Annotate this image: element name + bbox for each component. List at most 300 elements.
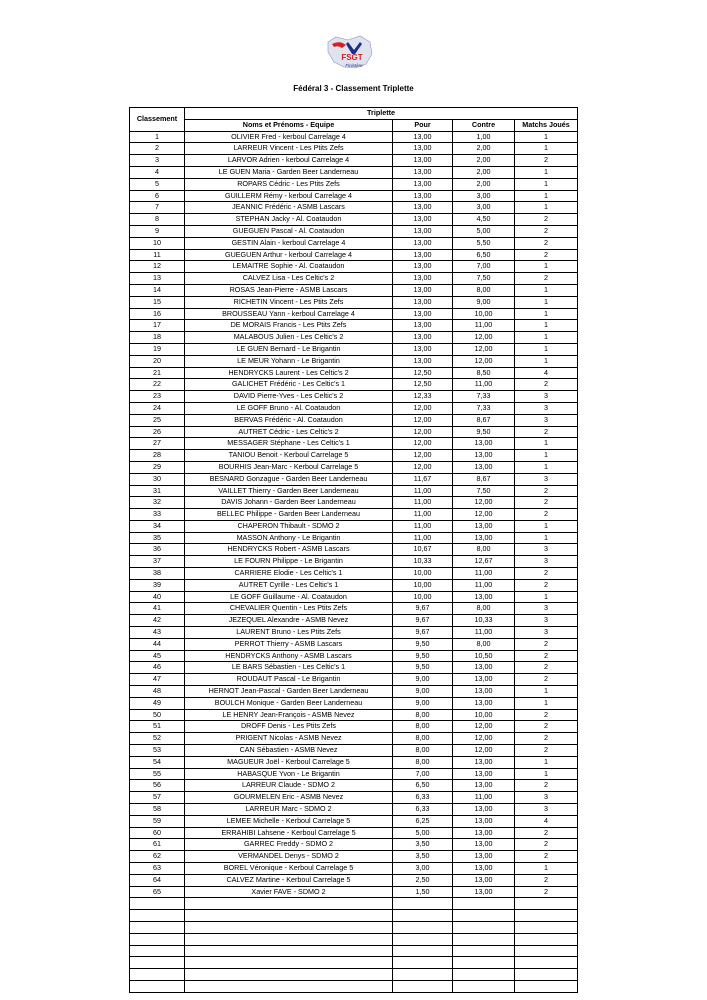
rank-cell: 36 [130,544,185,556]
contre-cell: 11,00 [453,579,515,591]
player-team-cell: HABASQUE Yvon - Le Brigantin [185,768,393,780]
player-team-cell: BOREL Véronique - Kerboul Carrelage 5 [185,863,393,875]
table-row [130,721,578,733]
empty-cell [393,933,453,945]
player-team-cell: MASSON Anthony - Le Brigantin [185,532,393,544]
table-row [130,674,578,686]
table-row [130,709,578,721]
contre-cell: 13,00 [453,815,515,827]
pour-cell: 12,50 [393,379,453,391]
pour-cell: 13,00 [393,178,453,190]
table-row [130,556,578,568]
table-row [130,284,578,296]
pour-cell: 12,00 [393,450,453,462]
table-row [130,143,578,155]
matchs-cell: 1 [515,190,578,202]
player-team-cell: PERROT Thierry - ASMB Lascars [185,638,393,650]
logo-subtext: Finistère [345,63,363,68]
empty-cell [130,945,185,957]
contre-cell: 2,00 [453,155,515,167]
matchs-cell: 2 [515,650,578,662]
player-team-cell: PRIGENT Nicolas - ASMB Nevez [185,733,393,745]
rank-cell: 31 [130,485,185,497]
player-team-cell: AUTRET Cyrille - Les Celtic's 1 [185,579,393,591]
empty-cell [393,980,453,992]
contre-cell: 10,00 [453,709,515,721]
matchs-cell: 2 [515,379,578,391]
pour-cell: 6,33 [393,792,453,804]
table-row [130,214,578,226]
contre-cell: 13,00 [453,686,515,698]
table-row [130,237,578,249]
pour-cell: 9,50 [393,638,453,650]
empty-cell [185,910,393,922]
empty-cell [130,957,185,969]
rank-cell: 54 [130,756,185,768]
contre-cell: 9,50 [453,426,515,438]
col-header-pour: Pour [393,119,453,131]
contre-cell: 8,67 [453,473,515,485]
rank-cell: 35 [130,532,185,544]
player-team-cell: DAVID Pierre-Yves - Les Celtic's 2 [185,391,393,403]
table-row [130,827,578,839]
empty-row [130,980,578,992]
pour-cell: 13,00 [393,131,453,143]
contre-cell: 12,00 [453,745,515,757]
matchs-cell: 1 [515,296,578,308]
rank-cell: 11 [130,249,185,261]
pour-cell: 5,00 [393,827,453,839]
table-row [130,638,578,650]
player-team-cell: LE HENRY Jean-François - ASMB Nevez [185,709,393,721]
player-team-cell: LAURENT Bruno - Les Ptits Zefs [185,627,393,639]
rank-cell: 52 [130,733,185,745]
pour-cell: 11,00 [393,509,453,521]
table-row [130,166,578,178]
table-row [130,532,578,544]
empty-cell [515,921,578,933]
empty-cell [185,980,393,992]
matchs-cell: 1 [515,863,578,875]
empty-cell [130,921,185,933]
player-team-cell: CALVEZ Martine - Kerboul Carrelage 5 [185,874,393,886]
table-row [130,190,578,202]
contre-cell: 2,00 [453,166,515,178]
pour-cell: 9,50 [393,650,453,662]
table-row [130,178,578,190]
player-team-cell: MALABOUS Julien - Les Celtic's 2 [185,332,393,344]
player-team-cell: DROFF Denis - Les Ptits Zefs [185,721,393,733]
pour-cell: 3,50 [393,851,453,863]
contre-cell: 10,50 [453,650,515,662]
rank-cell: 47 [130,674,185,686]
contre-cell: 12,00 [453,733,515,745]
table-row [130,509,578,521]
player-team-cell: HENDRYCKS Robert - ASMB Lascars [185,544,393,556]
table-row [130,461,578,473]
empty-cell [453,945,515,957]
player-team-cell: CARRIERE Elodie - Les Celtic's 1 [185,568,393,580]
ranking-table [129,107,578,993]
table-row [130,391,578,403]
pour-cell: 10,00 [393,579,453,591]
empty-row [130,957,578,969]
table-row [130,402,578,414]
matchs-cell: 2 [515,709,578,721]
player-team-cell: LE FOURN Philippe - Le Brigantin [185,556,393,568]
contre-cell: 12,00 [453,509,515,521]
contre-cell: 8,00 [453,638,515,650]
rank-cell: 37 [130,556,185,568]
player-team-cell: DE MORAIS Francis - Les Ptits Zefs [185,320,393,332]
rank-cell: 50 [130,709,185,721]
pour-cell: 11,67 [393,473,453,485]
empty-row [130,910,578,922]
rank-cell: 23 [130,391,185,403]
contre-cell: 13,00 [453,827,515,839]
rank-cell: 29 [130,461,185,473]
pour-cell: 13,00 [393,214,453,226]
empty-cell [393,945,453,957]
table-row [130,874,578,886]
player-team-cell: LE GUEN Bernard - Le Brigantin [185,343,393,355]
pour-cell: 11,00 [393,532,453,544]
player-team-cell: BELLEC Philippe - Garden Beer Landerneau [185,509,393,521]
pour-cell: 13,00 [393,249,453,261]
empty-cell [453,957,515,969]
player-team-cell: TANIOU Benoit - Kerboul Carrelage 5 [185,450,393,462]
pour-cell: 12,00 [393,426,453,438]
col-header-contre: Contre [453,119,515,131]
pour-cell: 13,00 [393,261,453,273]
table-row [130,591,578,603]
contre-cell: 13,00 [453,697,515,709]
player-team-cell: GOURMELEN Eric - ASMB Nevez [185,792,393,804]
pour-cell: 13,00 [393,343,453,355]
rank-cell: 18 [130,332,185,344]
contre-cell: 8,50 [453,367,515,379]
rank-cell: 22 [130,379,185,391]
rank-cell: 40 [130,591,185,603]
table-row [130,886,578,898]
player-team-cell: BROUSSEAU Yann - kerboul Carrelage 4 [185,308,393,320]
matchs-cell: 3 [515,402,578,414]
player-team-cell: AUTRET Cédric - Les Celtic's 2 [185,426,393,438]
contre-cell: 7,33 [453,391,515,403]
col-header-matchs: Matchs Joués [515,119,578,131]
rank-cell: 59 [130,815,185,827]
contre-cell: 13,00 [453,768,515,780]
rank-cell: 13 [130,273,185,285]
empty-cell [515,980,578,992]
contre-cell: 7,00 [453,261,515,273]
table-row [130,851,578,863]
table-row [130,367,578,379]
contre-cell: 7,50 [453,485,515,497]
matchs-cell: 2 [515,886,578,898]
matchs-cell: 2 [515,273,578,285]
empty-cell [185,957,393,969]
player-team-cell: BOULCH Monique - Garden Beer Landerneau [185,697,393,709]
empty-cell [393,921,453,933]
contre-cell: 13,00 [453,839,515,851]
rank-cell: 15 [130,296,185,308]
fsgt-logo [322,34,378,72]
matchs-cell: 2 [515,780,578,792]
pour-cell: 12,00 [393,402,453,414]
table-row [130,839,578,851]
empty-cell [393,898,453,910]
matchs-cell: 2 [515,851,578,863]
rank-cell: 64 [130,874,185,886]
player-team-cell: ROUDAUT Pascal - Le Brigantin [185,674,393,686]
table-row [130,804,578,816]
empty-cell [185,933,393,945]
player-team-cell: CAN Sébastien - ASMB Nevez [185,745,393,757]
player-team-cell: LARREUR Claude - SDMO 2 [185,780,393,792]
pour-cell: 13,00 [393,284,453,296]
col-header-name: Noms et Prénoms - Equipe [185,119,393,131]
pour-cell: 11,00 [393,520,453,532]
pour-cell: 13,00 [393,355,453,367]
empty-cell [130,980,185,992]
contre-cell: 12,00 [453,497,515,509]
table-row [130,568,578,580]
empty-cell [393,910,453,922]
pour-cell: 12,00 [393,461,453,473]
player-team-cell: BOURHIS Jean-Marc - Kerboul Carrelage 5 [185,461,393,473]
matchs-cell: 3 [515,792,578,804]
rank-cell: 33 [130,509,185,521]
contre-cell: 13,00 [453,780,515,792]
matchs-cell: 1 [515,320,578,332]
pour-cell: 13,00 [393,225,453,237]
rank-cell: 48 [130,686,185,698]
empty-cell [453,921,515,933]
matchs-cell: 1 [515,438,578,450]
empty-cell [515,933,578,945]
pour-cell: 13,00 [393,237,453,249]
matchs-cell: 1 [515,355,578,367]
pour-cell: 8,00 [393,745,453,757]
player-team-cell: ROPARS Cédric - Les Ptits Zefs [185,178,393,190]
table-row [130,261,578,273]
rank-cell: 45 [130,650,185,662]
pour-cell: 2,50 [393,874,453,886]
player-team-cell: BESNARD Gonzague - Garden Beer Landerneau [185,473,393,485]
pour-cell: 6,25 [393,815,453,827]
player-team-cell: LE GUEN Maria - Garden Beer Landerneau [185,166,393,178]
contre-cell: 11,00 [453,320,515,332]
matchs-cell: 2 [515,249,578,261]
empty-cell [185,969,393,981]
table-row [130,792,578,804]
matchs-cell: 1 [515,768,578,780]
matchs-cell: 2 [515,839,578,851]
contre-cell: 13,00 [453,804,515,816]
matchs-cell: 2 [515,497,578,509]
contre-cell: 5,00 [453,225,515,237]
contre-cell: 13,00 [453,461,515,473]
rank-cell: 38 [130,568,185,580]
empty-cell [515,957,578,969]
empty-row [130,933,578,945]
empty-cell [515,910,578,922]
pour-cell: 8,00 [393,756,453,768]
rank-cell: 25 [130,414,185,426]
matchs-cell: 1 [515,332,578,344]
table-row [130,863,578,875]
table-row [130,520,578,532]
pour-cell: 13,00 [393,308,453,320]
rank-cell: 61 [130,839,185,851]
matchs-cell: 2 [515,485,578,497]
player-team-cell: ERRAHIBI Lahsene - Kerboul Carrelage 5 [185,827,393,839]
pour-cell: 10,00 [393,568,453,580]
rank-cell: 32 [130,497,185,509]
matchs-cell: 1 [515,520,578,532]
rank-cell: 12 [130,261,185,273]
rank-cell: 53 [130,745,185,757]
contre-cell: 2,00 [453,143,515,155]
pour-cell: 12,00 [393,438,453,450]
pour-cell: 9,00 [393,674,453,686]
contre-cell: 5,50 [453,237,515,249]
pour-cell: 8,00 [393,721,453,733]
pour-cell: 13,00 [393,296,453,308]
table-row [130,438,578,450]
rank-cell: 49 [130,697,185,709]
table-row [130,131,578,143]
matchs-cell: 1 [515,261,578,273]
player-team-cell: MAGUEUR Joël - Kerboul Carrelage 5 [185,756,393,768]
player-team-cell: GALICHET Frédéric - Les Celtic's 1 [185,379,393,391]
player-team-cell: HENDRYCKS Anthony - ASMB Lascars [185,650,393,662]
pour-cell: 10,33 [393,556,453,568]
contre-cell: 7,50 [453,273,515,285]
contre-cell: 2,00 [453,178,515,190]
matchs-cell: 2 [515,733,578,745]
player-team-cell: VAILLET Thierry - Garden Beer Landerneau [185,485,393,497]
contre-cell: 13,00 [453,874,515,886]
rank-cell: 34 [130,520,185,532]
rank-cell: 56 [130,780,185,792]
player-team-cell: LEMEE Michelle - Kerboul Carrelage 5 [185,815,393,827]
matchs-cell: 1 [515,284,578,296]
player-team-cell: CHEVALIER Quentin - Les Ptits Zefs [185,603,393,615]
matchs-cell: 2 [515,721,578,733]
pour-cell: 10,67 [393,544,453,556]
matchs-cell: 2 [515,745,578,757]
page-title: Fédéral 3 - Classement Triplette [293,84,414,93]
table-row [130,697,578,709]
player-team-cell: RICHETIN Vincent - Les Ptits Zefs [185,296,393,308]
table-row [130,155,578,167]
table-row [130,745,578,757]
rank-cell: 44 [130,638,185,650]
matchs-cell: 2 [515,225,578,237]
contre-cell: 3,00 [453,190,515,202]
contre-cell: 12,00 [453,721,515,733]
pour-cell: 3,00 [393,863,453,875]
table-row [130,544,578,556]
empty-cell [185,945,393,957]
matchs-cell: 2 [515,579,578,591]
player-team-cell: OLIVIER Fred - kerboul Carrelage 4 [185,131,393,143]
matchs-cell: 2 [515,568,578,580]
empty-cell [453,969,515,981]
matchs-cell: 1 [515,450,578,462]
contre-cell: 13,00 [453,591,515,603]
table-row [130,733,578,745]
pour-cell: 13,00 [393,273,453,285]
player-team-cell: LEMAITRE Sophie - Al. Coataudon [185,261,393,273]
table-row [130,686,578,698]
player-team-cell: Xavier FAVE - SDMO 2 [185,886,393,898]
rank-cell: 3 [130,155,185,167]
contre-cell: 13,00 [453,886,515,898]
table-row [130,343,578,355]
matchs-cell: 1 [515,461,578,473]
table-row [130,473,578,485]
logo-text: FSGT [341,53,363,62]
matchs-cell: 3 [515,627,578,639]
matchs-cell: 2 [515,674,578,686]
player-team-cell: ROSAS Jean-Pierre - ASMB Lascars [185,284,393,296]
matchs-cell: 3 [515,473,578,485]
empty-cell [453,980,515,992]
matchs-cell: 1 [515,756,578,768]
player-team-cell: GUEGUEN Pascal - Al. Coataudon [185,225,393,237]
pour-cell: 7,00 [393,768,453,780]
pour-cell: 9,00 [393,686,453,698]
table-row [130,414,578,426]
contre-cell: 12,00 [453,343,515,355]
empty-cell [130,969,185,981]
rank-cell: 14 [130,284,185,296]
pour-cell: 8,00 [393,733,453,745]
contre-cell: 7,33 [453,402,515,414]
table-row [130,497,578,509]
table-row [130,320,578,332]
player-team-cell: LARREUR Vincent - Les Ptits Zefs [185,143,393,155]
empty-cell [515,969,578,981]
rank-cell: 27 [130,438,185,450]
matchs-cell: 1 [515,166,578,178]
table-row [130,780,578,792]
contre-cell: 8,67 [453,414,515,426]
rank-cell: 62 [130,851,185,863]
rank-cell: 2 [130,143,185,155]
empty-row [130,921,578,933]
table-row [130,355,578,367]
player-team-cell: GUEGUEN Arthur - kerboul Carrelage 4 [185,249,393,261]
rank-cell: 55 [130,768,185,780]
contre-cell: 12,00 [453,355,515,367]
rank-cell: 26 [130,426,185,438]
player-team-cell: LARVOR Adrien - kerboul Carrelage 4 [185,155,393,167]
matchs-cell: 2 [515,155,578,167]
rank-cell: 41 [130,603,185,615]
rank-cell: 63 [130,863,185,875]
table-row [130,249,578,261]
pour-cell: 9,67 [393,627,453,639]
contre-cell: 13,00 [453,851,515,863]
table-row [130,815,578,827]
table-row [130,450,578,462]
table-row [130,296,578,308]
matchs-cell: 1 [515,143,578,155]
